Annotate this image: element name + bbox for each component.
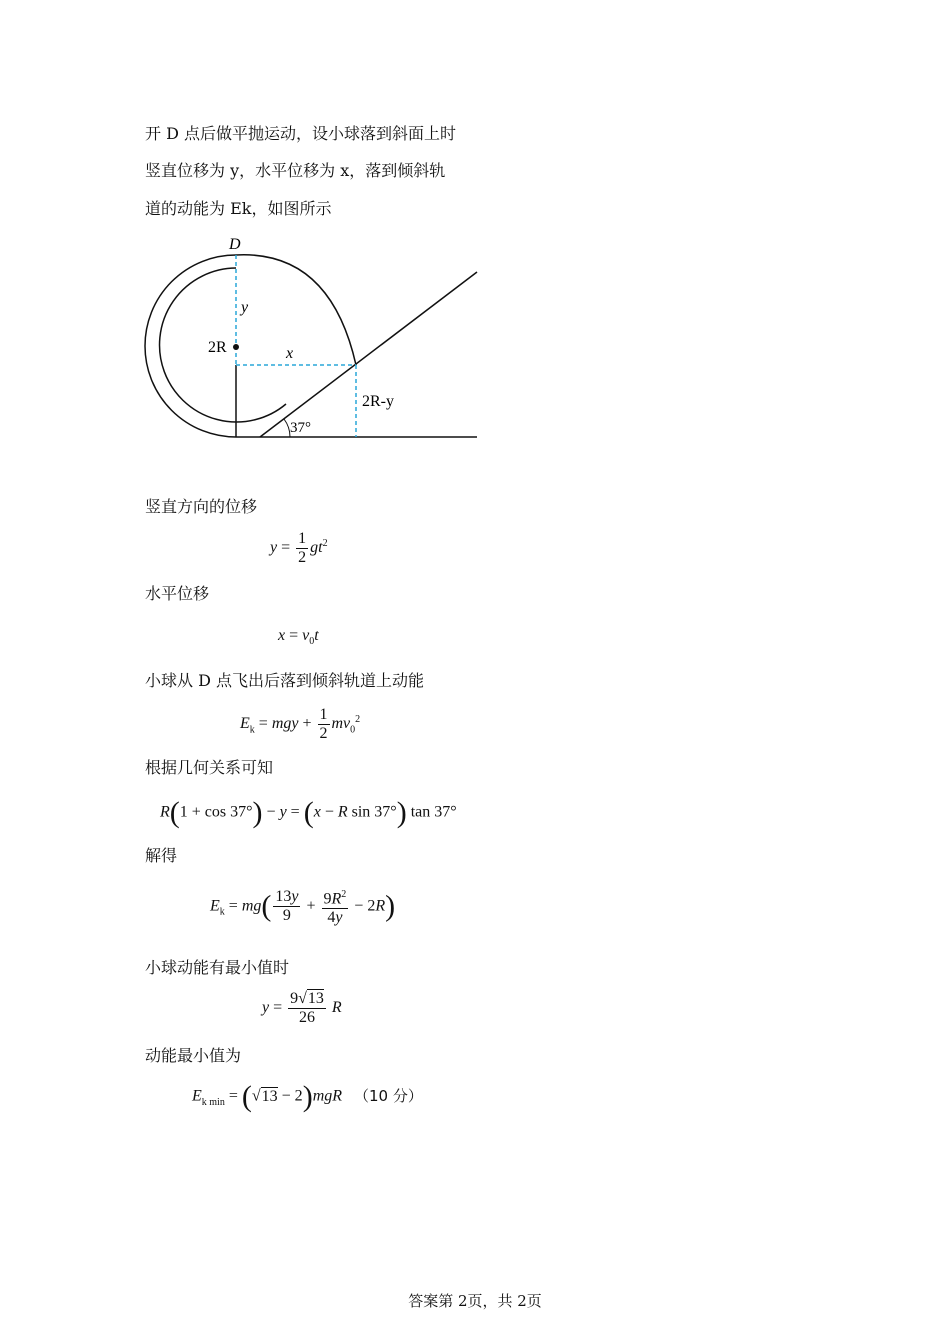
- step-label-1: 竖直方向的位移: [145, 497, 258, 516]
- label-y: y: [241, 299, 249, 316]
- projectile-diagram: [140, 232, 485, 447]
- trajectory-curve: [236, 255, 356, 365]
- equation-ek: $E_k$ = mgy + $\frac{1}{2}$ $mv_0^2$: [240, 706, 361, 742]
- equation-x: $x = v_0t$: [278, 627, 319, 648]
- label-angle: 37°: [290, 420, 311, 436]
- label-2R: 2R: [208, 339, 227, 356]
- equation-y: y = $\frac{1}{2}$ $gt^2$: [270, 530, 328, 566]
- page-footer: 答案第 2页，共 2页: [408, 1292, 542, 1310]
- intro-line-2: 竖直位移为 y，水平位移为 x，落到倾斜轨: [145, 161, 446, 180]
- intro-line-1: 开 D 点后做平抛运动，设小球落到斜面上时: [145, 124, 457, 143]
- equation-solution: $E_k = mg$( $\frac{13y}{9}$ + $\frac{9R^2}{4y}$ − 2R): [210, 886, 395, 927]
- label-D: D: [229, 236, 241, 253]
- step-label-4: 根据几何关系可知: [145, 758, 274, 777]
- score-note: （10 分）: [354, 1086, 423, 1105]
- step-label-6: 小球动能有最小值时: [145, 958, 290, 977]
- equation-ymin: y = $\frac{9√13}{26}$ R: [262, 990, 342, 1026]
- step-label-7: 动能最小值为: [145, 1046, 242, 1065]
- step-label-2: 水平位移: [145, 584, 210, 603]
- equation-geometry: R(1 + cos 37°) − y = (x − R sin 37°) tan 37°: [160, 796, 457, 829]
- equation-ekmin: $E_{k min} = (√13 - 2)mgR$ （10 分）: [192, 1080, 423, 1113]
- intro-line-3: 道的动能为 Ek，如图所示: [145, 199, 332, 218]
- step-label-3: 小球从 D 点飞出后落到倾斜轨道上动能: [145, 671, 425, 690]
- step-label-5: 解得: [145, 846, 178, 865]
- center-dot: [233, 344, 239, 350]
- label-x: x: [286, 345, 294, 362]
- label-2R-y: 2R-y: [362, 393, 394, 410]
